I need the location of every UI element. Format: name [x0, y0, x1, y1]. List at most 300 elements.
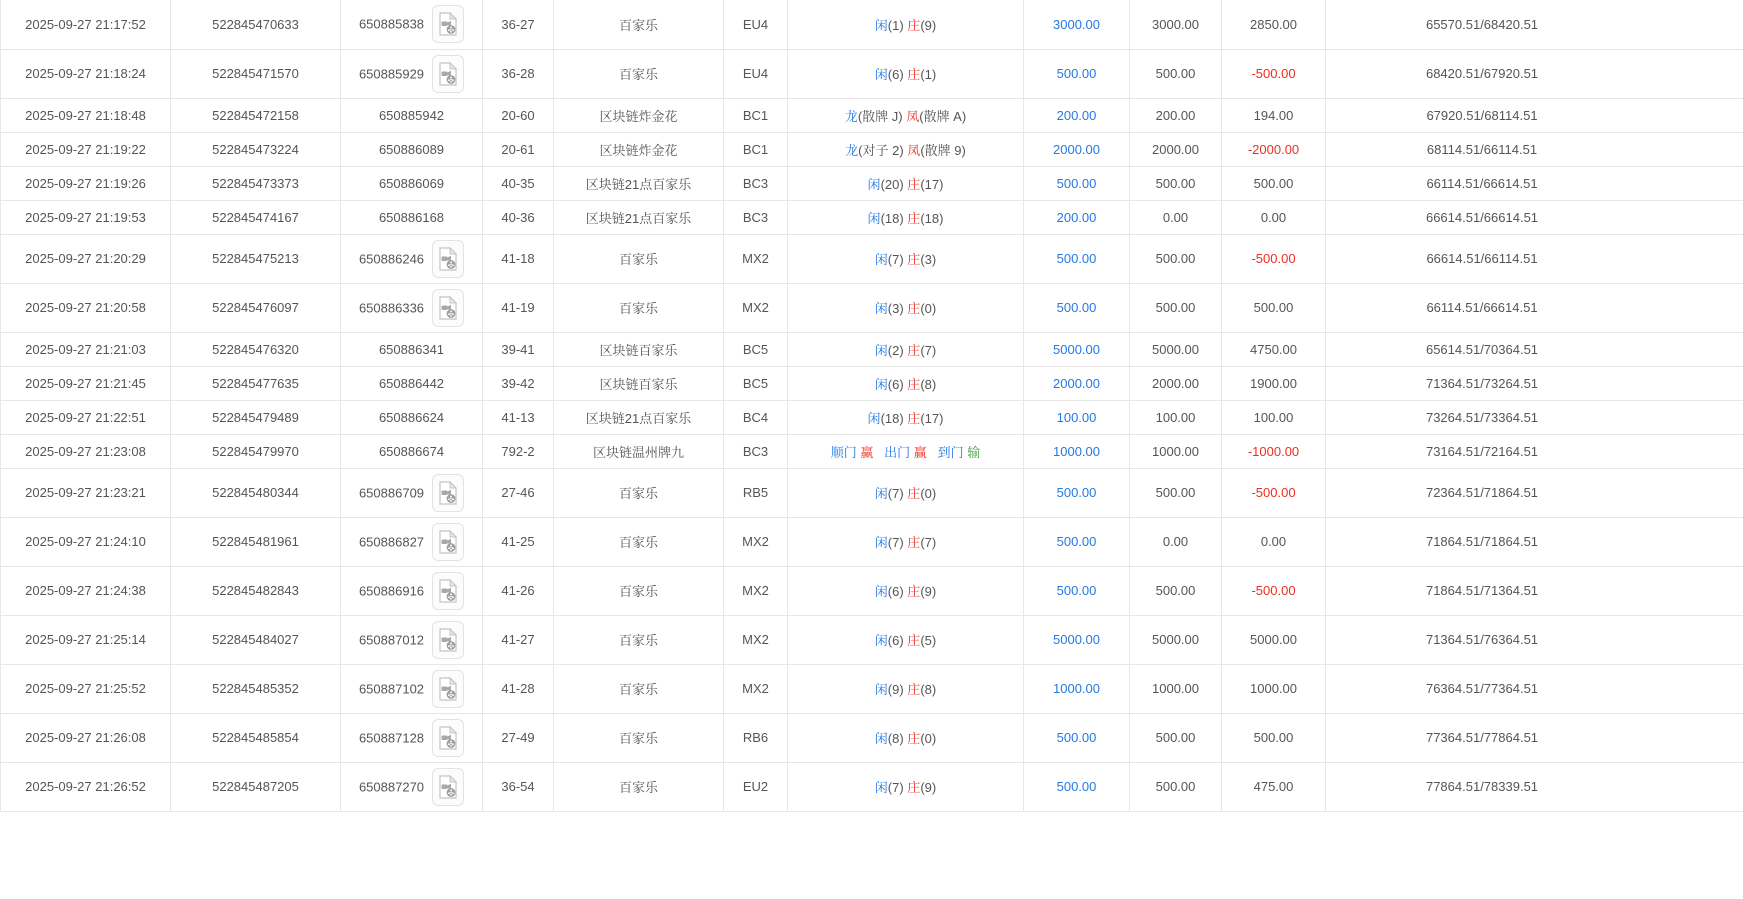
cell-shoe-round: 41-26: [483, 566, 554, 615]
result-token: (散牌 9): [920, 142, 966, 158]
cell-shoe-round: 36-28: [483, 49, 554, 98]
table-row: [1, 566, 1743, 615]
cell-game-name: 区块链百家乐: [554, 366, 724, 400]
cell-round-id: [341, 434, 483, 468]
cell-game-name: 区块链21点百家乐: [554, 166, 724, 200]
result-token: 闲: [874, 252, 888, 267]
result-token: (20): [880, 176, 908, 192]
result-token: (6): [887, 633, 908, 648]
bet-amount-link[interactable]: 2000.00: [1053, 141, 1100, 157]
video-replay-button[interactable]: [432, 621, 464, 659]
cell-win-loss: 475.00: [1222, 762, 1326, 811]
round-id-text: 650886916: [358, 583, 425, 598]
cell-game-result: [788, 234, 1024, 283]
bet-amount-link[interactable]: 500.00: [1056, 300, 1097, 315]
table-row: [1, 98, 1743, 132]
result-token: 闲: [874, 301, 888, 316]
cell-shoe-round: 39-42: [483, 366, 554, 400]
cell-game-result: [788, 400, 1024, 434]
cell-order-id: 522845477635: [171, 366, 341, 400]
result-token: 凤: [907, 142, 921, 158]
video-file-icon: [438, 481, 458, 505]
cell-shoe-round: 27-46: [483, 468, 554, 517]
cell-order-id: 522845472158: [171, 98, 341, 132]
cell-round-id: [341, 166, 483, 200]
result-token: (0): [920, 486, 937, 501]
video-file-icon: [438, 530, 458, 554]
result-token: 闲: [874, 633, 888, 648]
result-token: (7): [887, 486, 908, 501]
round-id-text: 650886168: [378, 210, 445, 226]
cell-game-name: 区块链温州牌九: [554, 434, 724, 468]
bet-amount-link[interactable]: 500.00: [1056, 175, 1097, 191]
result-token: (6): [887, 376, 908, 392]
cell-bet-amount[interactable]: [1024, 49, 1130, 98]
cell-table-code: BC3: [724, 200, 788, 234]
result-token: 庄: [907, 376, 921, 392]
cell-round-id: [341, 98, 483, 132]
round-id-text: 650885942: [378, 108, 445, 124]
table-row: [1, 0, 1743, 49]
cell-bet-amount[interactable]: [1024, 468, 1130, 517]
cell-order-id: 522845473224: [171, 132, 341, 166]
cell-balance-before-after: 71864.51/71864.51: [1326, 517, 1743, 566]
video-file-icon: [438, 12, 458, 36]
cell-valid-amount: 500.00: [1130, 234, 1222, 283]
cell-balance-before-after: 66114.51/66614.51: [1326, 166, 1743, 200]
cell-shoe-round: 40-35: [483, 166, 554, 200]
cell-bet-time: 2025-09-27 21:19:53: [1, 200, 171, 234]
cell-game-name: 百家乐: [554, 49, 724, 98]
video-replay-button[interactable]: [432, 474, 464, 512]
cell-win-loss: 0.00: [1222, 200, 1326, 234]
cell-game-result: [788, 762, 1024, 811]
bet-records-body: [1, 0, 1743, 811]
round-id-text: 650887128: [358, 730, 425, 745]
result-token: 庄: [907, 176, 921, 192]
cell-bet-time: 2025-09-27 21:22:51: [1, 400, 171, 434]
bet-amount-link[interactable]: 200.00: [1056, 209, 1097, 225]
cell-table-code: EU4: [724, 49, 788, 98]
result-token: [927, 445, 938, 460]
cell-bet-time: 2025-09-27 21:26:52: [1, 762, 171, 811]
table-row: [1, 468, 1743, 517]
cell-bet-time: 2025-09-27 21:19:22: [1, 132, 171, 166]
result-token: 庄: [907, 633, 921, 648]
cell-balance-before-after: 65570.51/68420.51: [1326, 0, 1743, 49]
video-file-icon: [438, 62, 458, 86]
video-replay-button[interactable]: [432, 289, 464, 327]
cell-game-name: 百家乐: [554, 234, 724, 283]
result-token: 闲: [874, 682, 888, 697]
cell-win-loss: 1000.00: [1222, 664, 1326, 713]
cell-bet-amount[interactable]: [1024, 0, 1130, 49]
cell-game-name: 区块链炸金花: [554, 132, 724, 166]
result-token: 闲: [867, 210, 881, 226]
video-file-icon: [438, 677, 458, 701]
round-id-text: 650886442: [378, 376, 445, 392]
cell-table-code: BC1: [724, 98, 788, 132]
cell-balance-before-after: 77364.51/77864.51: [1326, 713, 1743, 762]
result-token: (3): [920, 252, 937, 267]
cell-game-result: [788, 200, 1024, 234]
video-replay-button[interactable]: [432, 5, 464, 43]
result-token: 庄: [907, 682, 921, 697]
cell-order-id: 522845470633: [171, 0, 341, 49]
result-token: 庄: [907, 252, 921, 267]
cell-game-name: 百家乐: [554, 615, 724, 664]
cell-game-name: 百家乐: [554, 468, 724, 517]
bet-amount-link[interactable]: 500.00: [1056, 251, 1097, 266]
video-replay-button[interactable]: [432, 768, 464, 806]
cell-game-result: [788, 0, 1024, 49]
result-token: (18): [920, 210, 944, 226]
cell-shoe-round: 41-19: [483, 283, 554, 332]
cell-game-result: [788, 366, 1024, 400]
result-token: 闲: [874, 584, 888, 599]
cell-shoe-round: 41-28: [483, 664, 554, 713]
cell-game-name: 百家乐: [554, 0, 724, 49]
cell-bet-amount[interactable]: [1024, 132, 1130, 166]
bet-amount-link[interactable]: 3000.00: [1053, 16, 1100, 32]
result-token: (9): [920, 584, 937, 599]
cell-table-code: BC1: [724, 132, 788, 166]
cell-win-loss: 500.00: [1222, 283, 1326, 332]
cell-bet-amount[interactable]: [1024, 400, 1130, 434]
cell-game-result: [788, 615, 1024, 664]
bet-amount-link[interactable]: 100.00: [1056, 409, 1097, 425]
cell-bet-time: 2025-09-27 21:21:03: [1, 332, 171, 366]
result-token: (18): [880, 210, 908, 226]
cell-table-code: BC3: [724, 434, 788, 468]
cell-game-result: [788, 98, 1024, 132]
cell-shoe-round: 41-25: [483, 517, 554, 566]
cell-bet-amount[interactable]: [1024, 517, 1130, 566]
result-token: 出门: [884, 444, 914, 460]
video-replay-button[interactable]: [432, 240, 464, 278]
result-token: 庄: [907, 67, 921, 82]
cell-balance-before-after: 71364.51/76364.51: [1326, 615, 1743, 664]
result-token: 闲: [874, 731, 888, 746]
cell-order-id: 522845481961: [171, 517, 341, 566]
cell-game-result: [788, 49, 1024, 98]
cell-table-code: BC5: [724, 332, 788, 366]
bet-amount-link[interactable]: 500.00: [1056, 583, 1097, 598]
bet-amount-link[interactable]: 1000.00: [1053, 443, 1100, 459]
cell-table-code: RB6: [724, 713, 788, 762]
result-token: (对子 2): [858, 142, 908, 158]
cell-win-loss: -500.00: [1222, 49, 1326, 98]
result-token: 闲: [874, 376, 888, 392]
video-replay-button[interactable]: [432, 670, 464, 708]
cell-round-id: [341, 664, 483, 713]
cell-bet-amount[interactable]: [1024, 566, 1130, 615]
cell-balance-before-after: 66614.51/66114.51: [1326, 234, 1743, 283]
cell-shoe-round: 36-54: [483, 762, 554, 811]
cell-balance-before-after: 68420.51/67920.51: [1326, 49, 1743, 98]
bet-amount-link[interactable]: 500.00: [1056, 779, 1097, 794]
bet-amount-link[interactable]: 5000.00: [1053, 341, 1100, 357]
result-token: 凤: [906, 108, 920, 124]
cell-bet-time: 2025-09-27 21:25:52: [1, 664, 171, 713]
cell-balance-before-after: 76364.51/77364.51: [1326, 664, 1743, 713]
round-id-text: 650886336: [358, 300, 425, 315]
cell-bet-amount[interactable]: [1024, 713, 1130, 762]
cell-bet-time: 2025-09-27 21:24:10: [1, 517, 171, 566]
table-row: [1, 664, 1743, 713]
cell-bet-time: 2025-09-27 21:21:45: [1, 366, 171, 400]
table-row: [1, 234, 1743, 283]
round-id-text: 650886827: [358, 534, 425, 549]
round-id-text: 650885929: [358, 66, 425, 81]
video-replay-button[interactable]: [432, 572, 464, 610]
result-token: 庄: [907, 342, 921, 358]
cell-win-loss: -500.00: [1222, 468, 1326, 517]
cell-bet-amount[interactable]: [1024, 200, 1130, 234]
cell-balance-before-after: 68114.51/66114.51: [1326, 132, 1743, 166]
cell-table-code: MX2: [724, 615, 788, 664]
result-token: (9): [887, 682, 908, 697]
result-token: 龙: [845, 142, 859, 158]
bet-amount-link[interactable]: 500.00: [1056, 66, 1097, 81]
bet-amount-link[interactable]: 5000.00: [1053, 632, 1100, 647]
table-row: [1, 366, 1743, 400]
cell-round-id: [341, 566, 483, 615]
cell-game-result: [788, 434, 1024, 468]
cell-bet-time: 2025-09-27 21:25:14: [1, 615, 171, 664]
cell-win-loss: 2850.00: [1222, 0, 1326, 49]
cell-table-code: MX2: [724, 234, 788, 283]
video-replay-button[interactable]: [432, 55, 464, 93]
cell-win-loss: -2000.00: [1222, 132, 1326, 166]
bet-amount-link[interactable]: 500.00: [1056, 730, 1097, 745]
result-token: 闲: [874, 342, 888, 358]
cell-game-name: 区块链百家乐: [554, 332, 724, 366]
cell-balance-before-after: 65614.51/70364.51: [1326, 332, 1743, 366]
result-token: (1): [887, 17, 908, 33]
cell-order-id: 522845480344: [171, 468, 341, 517]
cell-win-loss: 500.00: [1222, 166, 1326, 200]
result-token: 庄: [907, 301, 921, 316]
cell-order-id: 522845482843: [171, 566, 341, 615]
table-row: [1, 200, 1743, 234]
result-token: (2): [887, 342, 908, 358]
result-token: 闲: [874, 486, 888, 501]
cell-win-loss: 100.00: [1222, 400, 1326, 434]
result-token: 到门: [937, 444, 968, 460]
cell-win-loss: 500.00: [1222, 713, 1326, 762]
round-id-text: 650886341: [378, 342, 445, 358]
result-token: (7): [887, 780, 908, 795]
result-token: (7): [920, 535, 937, 550]
cell-round-id: [341, 400, 483, 434]
result-token: (17): [920, 176, 944, 192]
cell-valid-amount: 2000.00: [1130, 132, 1222, 166]
bet-amount-link[interactable]: 500.00: [1056, 534, 1097, 549]
cell-balance-before-after: 66114.51/66614.51: [1326, 283, 1743, 332]
cell-valid-amount: 500.00: [1130, 762, 1222, 811]
result-token: 赢: [913, 444, 927, 460]
cell-bet-time: 2025-09-27 21:17:52: [1, 0, 171, 49]
cell-balance-before-after: 72364.51/71864.51: [1326, 468, 1743, 517]
result-token: 庄: [907, 210, 921, 226]
cell-game-name: 百家乐: [554, 517, 724, 566]
cell-round-id: [341, 200, 483, 234]
cell-table-code: MX2: [724, 664, 788, 713]
cell-bet-amount[interactable]: [1024, 434, 1130, 468]
result-token: (8): [920, 376, 937, 392]
cell-balance-before-after: 71364.51/73264.51: [1326, 366, 1743, 400]
cell-order-id: 522845473373: [171, 166, 341, 200]
cell-game-result: [788, 132, 1024, 166]
cell-balance-before-after: 73264.51/73364.51: [1326, 400, 1743, 434]
result-token: (5): [920, 633, 937, 648]
result-token: (9): [920, 17, 937, 33]
cell-bet-amount[interactable]: [1024, 762, 1130, 811]
cell-order-id: 522845487205: [171, 762, 341, 811]
cell-round-id: [341, 234, 483, 283]
cell-win-loss: -1000.00: [1222, 434, 1326, 468]
cell-game-result: [788, 713, 1024, 762]
bet-amount-link[interactable]: 500.00: [1056, 485, 1097, 500]
cell-table-code: EU4: [724, 0, 788, 49]
result-token: 庄: [907, 17, 921, 33]
cell-balance-before-after: 71864.51/71364.51: [1326, 566, 1743, 615]
cell-bet-amount[interactable]: [1024, 615, 1130, 664]
cell-order-id: 522845479970: [171, 434, 341, 468]
table-row: [1, 517, 1743, 566]
result-token: 闲: [874, 780, 888, 795]
cell-bet-time: 2025-09-27 21:19:26: [1, 166, 171, 200]
result-token: 庄: [907, 780, 921, 795]
cell-bet-amount[interactable]: [1024, 98, 1130, 132]
table-row: [1, 132, 1743, 166]
cell-round-id: [341, 713, 483, 762]
cell-win-loss: 0.00: [1222, 517, 1326, 566]
result-token: 闲: [867, 410, 881, 426]
cell-game-name: 区块链炸金花: [554, 98, 724, 132]
cell-round-id: [341, 49, 483, 98]
video-replay-button[interactable]: [432, 719, 464, 757]
result-token: (8): [920, 682, 937, 697]
cell-valid-amount: 1000.00: [1130, 434, 1222, 468]
cell-win-loss: 194.00: [1222, 98, 1326, 132]
cell-game-name: 百家乐: [554, 713, 724, 762]
result-token: 龙: [844, 108, 858, 124]
cell-table-code: EU2: [724, 762, 788, 811]
cell-valid-amount: 500.00: [1130, 166, 1222, 200]
video-file-icon: [438, 775, 458, 799]
table-row: [1, 615, 1743, 664]
cell-valid-amount: 0.00: [1130, 200, 1222, 234]
cell-order-id: 522845476097: [171, 283, 341, 332]
result-token: 庄: [907, 535, 921, 550]
cell-bet-amount[interactable]: [1024, 234, 1130, 283]
cell-round-id: [341, 366, 483, 400]
cell-balance-before-after: 73164.51/72164.51: [1326, 434, 1743, 468]
cell-bet-time: 2025-09-27 21:23:08: [1, 434, 171, 468]
result-token: (18): [880, 410, 908, 426]
cell-valid-amount: 200.00: [1130, 98, 1222, 132]
cell-bet-amount[interactable]: [1024, 332, 1130, 366]
table-row: [1, 332, 1743, 366]
result-token: (7): [920, 342, 937, 358]
cell-order-id: 522845485352: [171, 664, 341, 713]
round-id-text: 650886246: [358, 251, 425, 266]
bet-amount-link[interactable]: 1000.00: [1053, 681, 1100, 696]
result-token: (9): [920, 780, 937, 795]
cell-bet-amount[interactable]: [1024, 283, 1130, 332]
video-replay-button[interactable]: [432, 523, 464, 561]
cell-table-code: RB5: [724, 468, 788, 517]
bet-amount-link[interactable]: 200.00: [1056, 107, 1097, 123]
cell-bet-time: 2025-09-27 21:24:38: [1, 566, 171, 615]
cell-shoe-round: 36-27: [483, 0, 554, 49]
round-id-text: 650887270: [358, 779, 425, 794]
cell-table-code: MX2: [724, 517, 788, 566]
cell-round-id: [341, 468, 483, 517]
result-token: 闲: [867, 176, 881, 192]
cell-round-id: [341, 615, 483, 664]
cell-valid-amount: 3000.00: [1130, 0, 1222, 49]
cell-win-loss: -500.00: [1222, 566, 1326, 615]
cell-shoe-round: 41-18: [483, 234, 554, 283]
result-token: 闲: [874, 535, 888, 550]
cell-shoe-round: 41-27: [483, 615, 554, 664]
cell-bet-amount[interactable]: [1024, 664, 1130, 713]
round-id-text: 650886624: [378, 410, 445, 426]
result-token: 庄: [907, 584, 921, 599]
cell-game-result: [788, 664, 1024, 713]
video-file-icon: [438, 247, 458, 271]
cell-game-result: [788, 166, 1024, 200]
cell-shoe-round: 20-61: [483, 132, 554, 166]
cell-bet-amount[interactable]: [1024, 366, 1130, 400]
cell-bet-time: 2025-09-27 21:26:08: [1, 713, 171, 762]
video-file-icon: [438, 628, 458, 652]
cell-order-id: 522845476320: [171, 332, 341, 366]
result-token: (3): [887, 301, 908, 316]
cell-order-id: 522845485854: [171, 713, 341, 762]
result-token: 闲: [874, 67, 888, 82]
cell-game-name: 区块链21点百家乐: [554, 200, 724, 234]
table-row: [1, 713, 1743, 762]
cell-shoe-round: 27-49: [483, 713, 554, 762]
cell-valid-amount: 500.00: [1130, 49, 1222, 98]
cell-game-name: 百家乐: [554, 566, 724, 615]
table-row: [1, 49, 1743, 98]
result-token: (6): [887, 67, 908, 82]
bet-amount-link[interactable]: 2000.00: [1053, 375, 1100, 391]
result-token: (8): [887, 731, 908, 746]
cell-valid-amount: 5000.00: [1130, 615, 1222, 664]
table-row: [1, 283, 1743, 332]
round-id-text: 650885838: [358, 16, 425, 32]
video-file-icon: [438, 726, 458, 750]
cell-bet-amount[interactable]: [1024, 166, 1130, 200]
cell-table-code: MX2: [724, 283, 788, 332]
cell-game-name: 百家乐: [554, 762, 724, 811]
cell-valid-amount: 500.00: [1130, 283, 1222, 332]
cell-shoe-round: 41-13: [483, 400, 554, 434]
cell-game-name: 百家乐: [554, 283, 724, 332]
round-id-text: 650886089: [378, 142, 445, 158]
cell-valid-amount: 5000.00: [1130, 332, 1222, 366]
cell-valid-amount: 100.00: [1130, 400, 1222, 434]
result-token: (散牌 J): [857, 108, 907, 124]
result-token: 赢: [860, 444, 874, 460]
cell-shoe-round: 40-36: [483, 200, 554, 234]
